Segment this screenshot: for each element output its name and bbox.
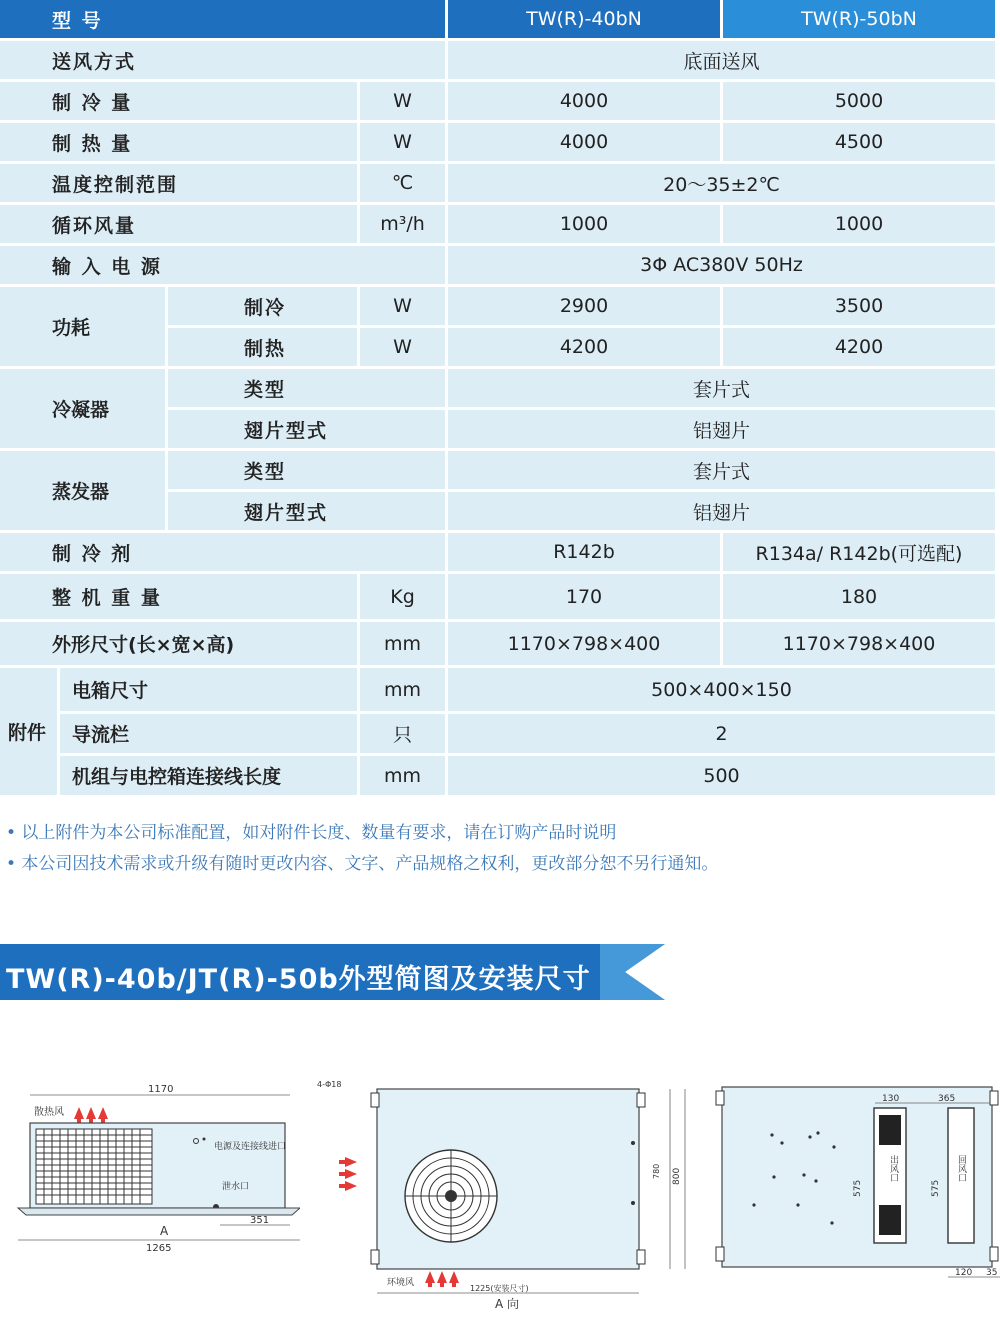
sub-label: 翅片型式 (168, 492, 448, 533)
row-label: 外形尺寸(长×宽×高) (0, 622, 360, 668)
row-label: 送风方式 (0, 41, 448, 82)
dim-v1: 780 (652, 1163, 661, 1179)
accessories-group (0, 668, 995, 798)
row-unit: Kg (360, 574, 448, 622)
bottom-view-drawing (710, 1075, 1000, 1290)
drain-label: 泄水口 (222, 1182, 250, 1192)
row-value: 1170×798×400 (448, 622, 723, 668)
row-value: 4000 (448, 82, 723, 123)
row-unit: m³/h (360, 205, 448, 246)
table-row (0, 123, 995, 164)
row-value: 4200 (448, 328, 723, 369)
row-value: 170 (448, 574, 723, 622)
port-label: 电源及连接线进口 (214, 1142, 287, 1152)
row-value: 180 (723, 574, 995, 622)
row-value: 底面送风 (448, 41, 995, 82)
inlet-label: 回风口 (956, 1155, 966, 1182)
group-label: 蒸发器 (0, 451, 168, 533)
row-value: 套片式 (448, 451, 995, 492)
row-value: 2900 (448, 287, 723, 328)
row-value: 套片式 (448, 369, 995, 410)
table-row (0, 533, 995, 574)
dim-b: 365 (938, 1094, 956, 1104)
dim-width-top: 1170 (148, 1084, 174, 1095)
row-value: 2 (448, 714, 995, 756)
header-label: 型 号 (0, 0, 448, 41)
exhaust-label: 散热风 (34, 1107, 64, 1118)
row-value: 500×400×150 (448, 668, 995, 714)
dim-v2: 800 (672, 1167, 682, 1185)
sub-label: 导流栏 (60, 714, 360, 756)
row-value: 500 (448, 756, 995, 798)
header-model-2: TW(R)-50bN (723, 0, 995, 41)
evaporator-group (0, 451, 995, 533)
row-unit: mm (360, 668, 448, 714)
dim-width-bottom: 1265 (146, 1243, 172, 1254)
row-unit: W (360, 287, 448, 328)
ambient-arrows (425, 1271, 459, 1287)
side-air-arrows (339, 1157, 357, 1191)
fan-grille (405, 1150, 497, 1242)
row-unit: W (360, 123, 448, 164)
row-label: 输 入 电 源 (0, 246, 448, 287)
outlet-label: 出风口 (888, 1155, 898, 1182)
sub-label: 电箱尺寸 (60, 668, 360, 714)
sub-label: 制冷 (168, 287, 360, 328)
row-unit: mm (360, 756, 448, 798)
dim-v2: 575 (931, 1179, 941, 1197)
view-a-marker: A (160, 1224, 169, 1238)
row-value: 铝翅片 (448, 410, 995, 451)
view-a-label: A 向 (495, 1297, 520, 1311)
table-row (0, 41, 995, 82)
group-label: 附件 (0, 668, 60, 798)
table-row (0, 622, 995, 668)
row-value: 4200 (723, 328, 995, 369)
table-row (0, 574, 995, 622)
dim-v1: 575 (853, 1179, 863, 1197)
sub-label: 制热 (168, 328, 360, 369)
row-value: 5000 (723, 82, 995, 123)
row-unit: ℃ (360, 164, 448, 205)
exhaust-arrows (74, 1107, 108, 1123)
footnote-2: • 本公司因技术需求或升级有随时更改内容、文字、产品规格之权利，更改部分恕不另行通知。 (6, 854, 719, 874)
dim-right: 351 (250, 1215, 270, 1226)
row-label: 整 机 重 量 (0, 574, 360, 622)
row-label: 制 冷 剂 (0, 533, 448, 574)
condenser-group (0, 369, 995, 451)
row-value: 3500 (723, 287, 995, 328)
row-label: 循环风量 (0, 205, 360, 246)
row-value: 3Φ AC380V 50Hz (448, 246, 995, 287)
sub-label: 翅片型式 (168, 410, 448, 451)
ambient-label: 环境风 (387, 1278, 415, 1288)
dim-c: 120 (955, 1268, 973, 1278)
table-header-row (0, 0, 995, 41)
section-title: TW(R)-40b/JT(R)-50b外型简图及安装尺寸 (6, 964, 591, 995)
table-row (0, 164, 995, 205)
header-model-1: TW(R)-40bN (448, 0, 723, 41)
row-value: 1000 (448, 205, 723, 246)
row-value: 4000 (448, 123, 723, 164)
row-label: 制 热 量 (0, 123, 360, 164)
row-value: 20～35±2℃ (448, 164, 995, 205)
row-value: 1000 (723, 205, 995, 246)
side-view-drawing (0, 1075, 300, 1260)
dim-a: 130 (882, 1094, 900, 1104)
footnotes (6, 818, 718, 880)
sub-label: 机组与电控箱连接线长度 (60, 756, 360, 798)
holes-label: 4-Φ18 (317, 1080, 342, 1089)
row-unit: W (360, 82, 448, 123)
row-label: 温度控制范围 (0, 164, 360, 205)
row-value: 铝翅片 (448, 492, 995, 533)
row-value: 4500 (723, 123, 995, 164)
row-label: 制 冷 量 (0, 82, 360, 123)
table-row (0, 82, 995, 123)
group-label: 功耗 (0, 287, 168, 369)
sub-label: 类型 (168, 369, 448, 410)
table-row (0, 205, 995, 246)
dim-d: 35 (986, 1268, 998, 1278)
row-value: 1170×798×400 (723, 622, 995, 668)
footnote-1: • 以上附件为本公司标准配置，如对附件长度、数量有要求，请在订购产品时说明 (6, 823, 617, 843)
front-view-drawing (315, 1075, 695, 1315)
install-dim: 1225(安装尺寸) (470, 1284, 529, 1293)
row-value: R134a/ R142b(可选配) (723, 533, 995, 574)
row-unit: W (360, 328, 448, 369)
consumption-group (0, 287, 995, 369)
table-row (0, 246, 995, 287)
row-unit: mm (360, 622, 448, 668)
sub-label: 类型 (168, 451, 448, 492)
row-value: R142b (448, 533, 723, 574)
group-label: 冷凝器 (0, 369, 168, 451)
row-unit: 只 (360, 714, 448, 756)
